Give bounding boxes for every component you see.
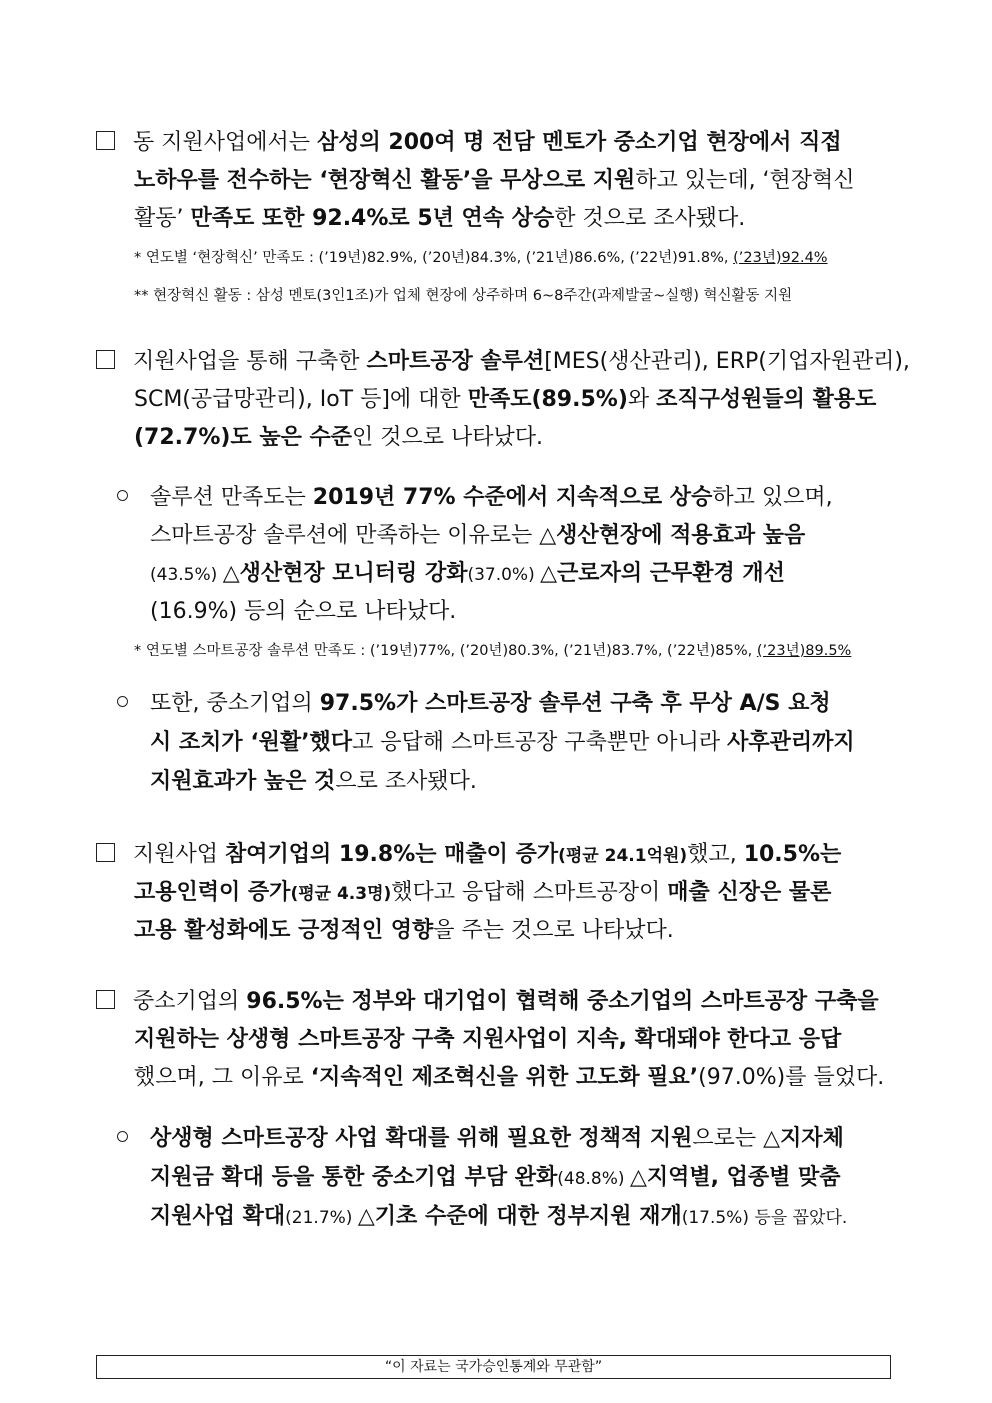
checkbox-bullet-icon xyxy=(96,131,115,150)
circle-bullet-icon xyxy=(117,1131,128,1142)
circle-bullet-icon xyxy=(117,696,128,707)
paragraph-line: 고용 활성화에도 긍정적인 영향을 주는 것으로 나타났다. xyxy=(134,918,674,943)
paragraph-line: 상생형 스마트공장 사업 확대를 위해 필요한 정책적 지원으로는 △지자체 xyxy=(117,1124,844,1154)
paragraph-line: 또한, 중소기업의 97.5%가 스마트공장 솔루션 구축 후 무상 A/S 요청 xyxy=(117,689,831,719)
paragraph-line: 지원효과가 높은 것으로 조사됐다. xyxy=(150,769,477,794)
paragraph-line: 지원하는 상생형 스마트공장 구축 지원사업이 지속, 확대돼야 한다고 응답 xyxy=(134,1027,842,1052)
paragraph-line: (43.5%) △생산현장 모니터링 강화(37.0%) △근로자의 근무환경 개선 xyxy=(150,561,785,586)
footnote: * 연도별 스마트공장 솔루션 만족도 : (’19년)77%, (’20년)80.3%, (’21년)83.7%, (’22년)85%, (’23년)89.5% xyxy=(134,643,852,659)
circle-bullet-icon xyxy=(117,490,128,501)
paragraph-line: (16.9%) 등의 순으로 나타났다. xyxy=(150,599,457,624)
paragraph-line: 고용인력이 증가(평균 4.3명)했다고 응답해 스마트공장이 매출 신장은 물론 xyxy=(134,880,832,905)
paragraph-line: (72.7%)도 높은 수준인 것으로 나타났다. xyxy=(134,425,544,450)
paragraph-line: 지원사업 참여기업의 19.8%는 매출이 증가(평균 24.1억원)했고, 10.5%는 xyxy=(96,840,841,871)
footnote: ** 현장혁신 활동 : 삼성 멘토(3인1조)가 업체 현장에 상주하며 6~8주간(과제발굴~실행) 혁신활동 지원 xyxy=(134,288,793,304)
paragraph-line: 했으며, 그 이유로 ‘지속적인 제조혁신을 위한 고도화 필요’(97.0%)를 들었다. xyxy=(134,1065,885,1090)
paragraph-line: 지원사업 확대(21.7%) △기초 수준에 대한 정부지원 재개(17.5%) 등을 꼽았다. xyxy=(150,1204,848,1229)
paragraph-line: 동 지원사업에서는 삼성의 200여 명 전담 멘토가 중소기업 현장에서 직접 xyxy=(96,128,842,158)
footnote: * 연도별 ‘현장혁신’ 만족도 : (’19년)82.9%, (’20년)84.3%, (’21년)86.6%, (’22년)91.8%, (’23년)92.4% xyxy=(134,250,828,266)
paragraph-line: 솔루션 만족도는 2019년 77% 수준에서 지속적으로 상승하고 있으며, xyxy=(117,483,833,513)
paragraph-line: 중소기업의 96.5%는 정부와 대기업이 협력해 중소기업의 스마트공장 구축을 xyxy=(96,987,879,1017)
paragraph-line: 활동’ 만족도 또한 92.4%로 5년 연속 상승한 것으로 조사됐다. xyxy=(134,206,746,231)
paragraph-line: 스마트공장 솔루션에 만족하는 이유로는 △생산현장에 적용효과 높음 xyxy=(150,523,806,548)
checkbox-bullet-icon xyxy=(96,990,115,1009)
paragraph-line: 지원사업을 통해 구축한 스마트공장 솔루션[MES(생산관리), ERP(기업자원관리), xyxy=(96,347,910,377)
paragraph-line: 노하우를 전수하는 ‘현장혁신 활동’을 무상으로 지원하고 있는데, ‘현장혁신 xyxy=(134,168,855,193)
checkbox-bullet-icon xyxy=(96,843,115,862)
disclaimer-footer: “이 자료는 국가승인통계와 무관함” xyxy=(96,1355,891,1379)
paragraph-line: 시 조치가 ‘원활’했다고 응답해 스마트공장 구축뿐만 아니라 사후관리까지 xyxy=(150,730,855,755)
paragraph-line: 지원금 확대 등을 통한 중소기업 부담 완화(48.8%) △지역별, 업종별 맞춤 xyxy=(150,1165,841,1190)
checkbox-bullet-icon xyxy=(96,350,115,369)
paragraph-line: SCM(공급망관리), IoT 등]에 대한 만족도(89.5%)와 조직구성원들의 활용도 xyxy=(134,387,877,412)
